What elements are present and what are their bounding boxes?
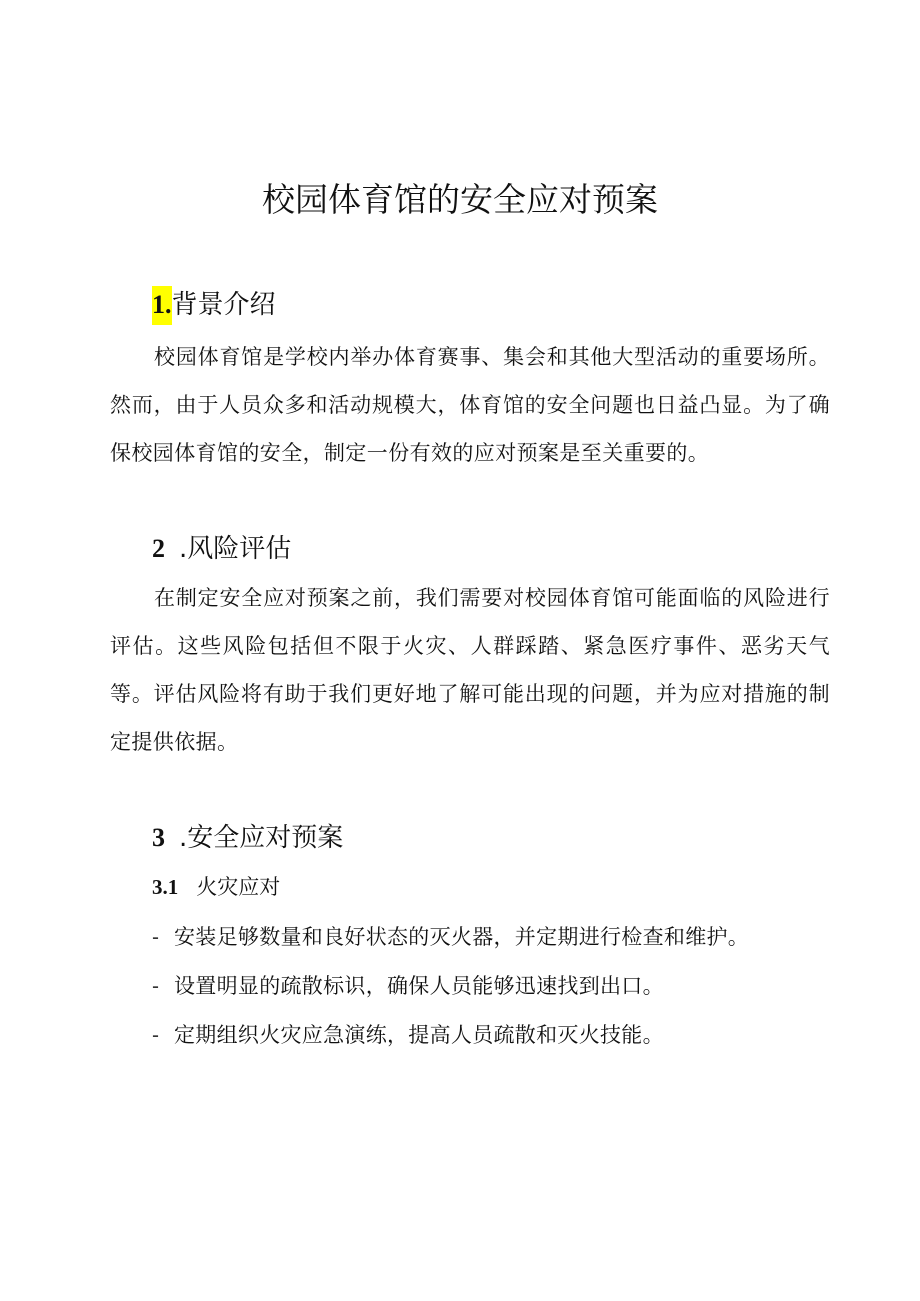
subsection-number: 3.1 — [152, 875, 179, 899]
section-number-3: 3 — [152, 823, 165, 852]
section-title-safety-plan: .安全应对预案 — [179, 823, 344, 853]
section-title-risk-assessment: .风险评估 — [179, 534, 292, 564]
section-heading-background — [152, 285, 276, 325]
bullet-dash: - — [152, 975, 160, 998]
section-number-1: 1. — [152, 286, 172, 325]
bullet-dash: - — [152, 926, 160, 949]
list-item-text: 安装足够数量和良好状态的灭火器，并定期进行检查和维护。 — [174, 925, 750, 949]
fire-response-list — [152, 917, 852, 1064]
document-title: 校园体育馆的安全应对预案 — [262, 180, 658, 219]
list-item — [152, 1015, 852, 1064]
subsection-heading-fire-response — [152, 870, 280, 904]
list-item — [152, 966, 852, 1015]
list-item-text: 定期组织火灾应急演练，提高人员疏散和灭火技能。 — [174, 1023, 664, 1047]
section-title-background: 背景介绍 — [171, 290, 276, 320]
section-paragraph-background: 校园体育馆是学校内举办体育赛事、集会和其他大型活动的重要场所。然而，由于人员众多和活动规模大，体育馆的安全问题也日益凸显。为了确保校园体育馆的安全，制定一份有效的应对预案是至关重要的。 — [110, 345, 830, 465]
section-heading-risk-assessment — [152, 529, 291, 569]
subsection-title: 火灾应对 — [196, 875, 281, 899]
section-number-2: 2 — [152, 534, 165, 563]
section-heading-safety-plan — [152, 818, 343, 858]
bullet-dash: - — [152, 1024, 160, 1047]
list-item-text: 设置明显的疏散标识，确保人员能够迅速找到出口。 — [174, 974, 664, 998]
section-paragraph-risk-assessment: 在制定安全应对预案之前，我们需要对校园体育馆可能面临的风险进行评估。这些风险包括但不限于火灾、人群踩踏、紧急医疗事件、恶劣天气等。评估风险将有助于我们更好地了解可能出现的问题，并为应对措施的制定提供依据。 — [110, 586, 830, 754]
list-item — [152, 917, 852, 966]
